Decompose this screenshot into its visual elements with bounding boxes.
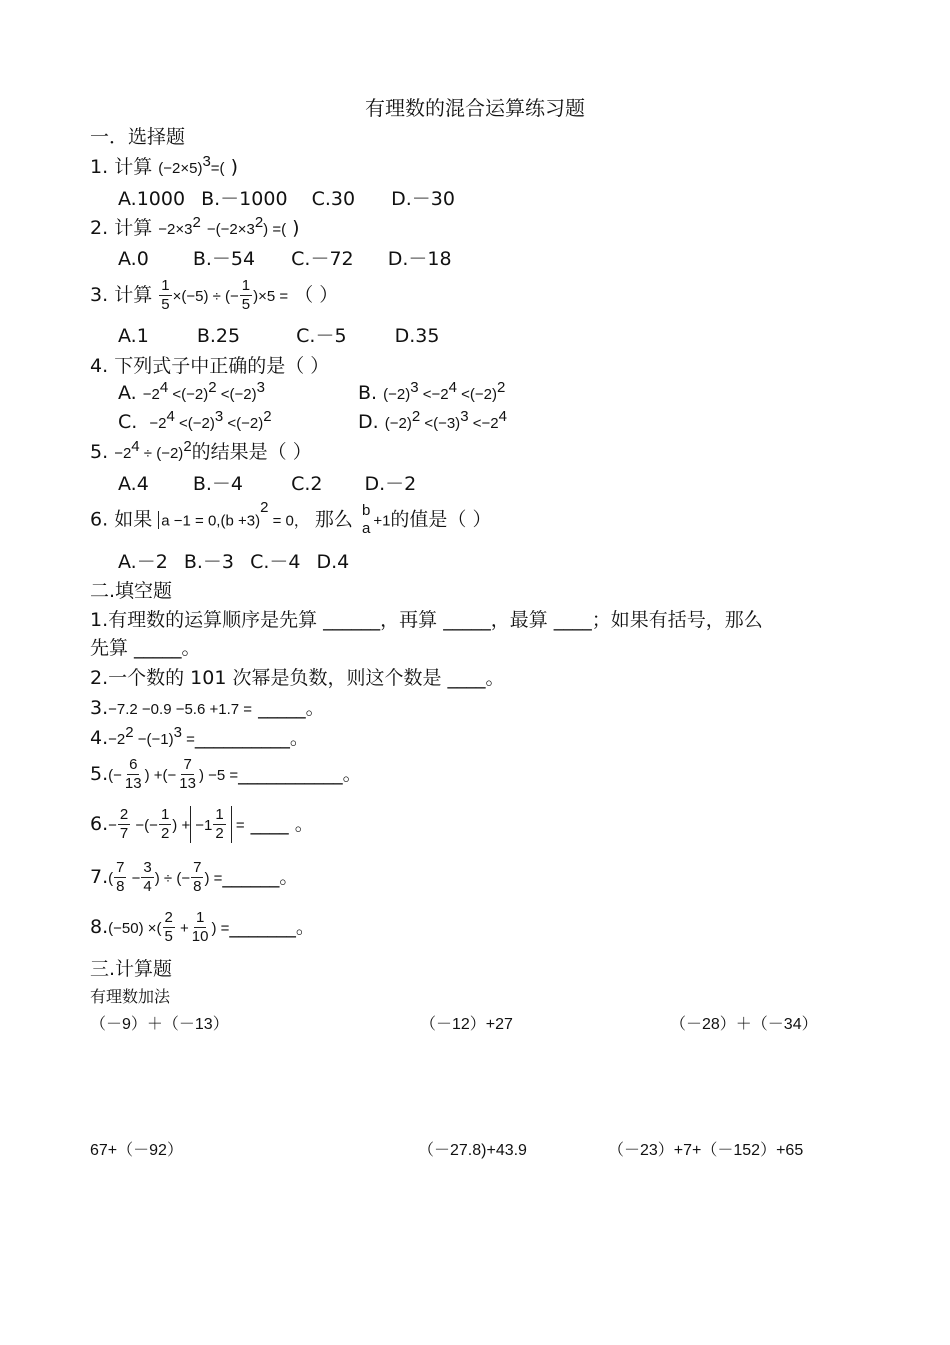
option[interactable]: C.－4 bbox=[250, 551, 301, 573]
fill-5: 5.(− $\frac{6}{13}$ ) +(− $\frac{7}{13}$ ) −5 =___________。 bbox=[90, 756, 362, 792]
answer-blank[interactable]: ______。 bbox=[222, 866, 299, 888]
answer-blank[interactable]: ___________。 bbox=[238, 763, 362, 785]
calc-item: （－23）+7+（－152）+65 bbox=[608, 1142, 804, 1159]
question-4-option-d[interactable]: D. $(-2)^2 <(-3)^3 <-2^4$ bbox=[358, 408, 507, 433]
calc-item: （－28）＋（－34） bbox=[670, 1016, 818, 1033]
fraction: $\frac{6}{13}$ bbox=[124, 756, 142, 792]
fraction: $\frac{7}{8}$ bbox=[116, 859, 125, 895]
section-choice-heading: 一．选择题 bbox=[90, 126, 186, 148]
fill-2: 2.一个数的 101 次幂是负数，则这个数是 ____。 bbox=[90, 667, 505, 689]
question-6: 6. 如果 $a -1 = 0,(b +3)^2 = 0$， 那么 b a +1的值是（ ） bbox=[90, 499, 492, 537]
fill-4: $4.-2^2 -(-1)^3$ =__________。 bbox=[90, 724, 309, 749]
question-5: 5. $-2^4 \div (-2)^2$的结果是（ ） bbox=[90, 438, 312, 463]
option[interactable]: B.－1000 bbox=[201, 188, 288, 210]
option[interactable]: C.－72 bbox=[291, 248, 354, 270]
answer-blank[interactable]: ____ 。 bbox=[244, 813, 314, 835]
option[interactable]: B.－54 bbox=[192, 248, 256, 270]
fill-1-line-2: 先算 _____。 bbox=[90, 637, 201, 659]
fill-8: 8.(−50) ×( $\frac{2}{5}$ + $\frac{1}{10}$ ) =_______。 bbox=[90, 909, 315, 945]
question-5-options bbox=[118, 473, 416, 496]
option[interactable]: D.－2 bbox=[364, 473, 417, 495]
option[interactable]: A.4 bbox=[118, 473, 149, 495]
fraction: $\frac{7}{8}$ bbox=[193, 859, 202, 895]
fraction: $\frac{3}{4}$ bbox=[143, 859, 152, 895]
fraction: $\frac{2}{5}$ bbox=[164, 909, 173, 945]
option[interactable]: A.－2 bbox=[118, 551, 168, 573]
option[interactable]: B.－3 bbox=[183, 551, 235, 573]
answer-blank[interactable]: _______。 bbox=[229, 916, 315, 938]
fraction: $\frac{7}{13}$ bbox=[179, 756, 196, 792]
fraction: b a bbox=[361, 502, 371, 537]
calc-item: （－9）＋（－13） bbox=[90, 1016, 229, 1033]
question-4-option-c[interactable]: C. $-2^4 <(-2)^3 <(-2)^2$ bbox=[118, 408, 272, 433]
option[interactable]: D.－18 bbox=[387, 248, 452, 270]
option[interactable]: D.4 bbox=[316, 551, 350, 573]
option[interactable]: B.25 bbox=[196, 325, 241, 347]
calc-item: （－12）+27 bbox=[420, 1016, 513, 1033]
question-1-options bbox=[118, 188, 455, 211]
question-4-option-b[interactable]: B. $(-2)^3 <-2^4 <(-2)^2$ bbox=[358, 379, 506, 404]
fraction: $\frac{1}{5}$ bbox=[161, 277, 170, 313]
option[interactable]: C.30 bbox=[311, 188, 356, 210]
option[interactable]: C.－5 bbox=[296, 325, 347, 347]
option[interactable]: D.35 bbox=[394, 325, 440, 347]
absolute-value: −1 $\frac{1}{2}$ bbox=[190, 806, 231, 843]
answer-blank[interactable]: __________。 bbox=[194, 727, 309, 749]
fill-7: 7.( $\frac{7}{8}$ − $\frac{3}{4}$ ) ÷ (− $\frac{7}{8}$ ) =______。 bbox=[90, 859, 299, 895]
option[interactable]: D.－30 bbox=[391, 188, 455, 210]
subsection-addition: 有理数加法 bbox=[90, 987, 171, 1006]
answer-blank[interactable]: _____。 bbox=[252, 697, 325, 719]
question-6-options bbox=[118, 551, 349, 574]
question-2-options bbox=[118, 248, 452, 271]
fraction: $\frac{2}{7}$ bbox=[119, 806, 129, 842]
question-4-option-a[interactable]: A. $-2^4 <(-2)^2 <(-2)^3$ bbox=[118, 379, 265, 404]
fraction: $\frac{1}{10}$ bbox=[191, 909, 209, 945]
question-3-options bbox=[118, 325, 439, 348]
option[interactable]: A.1000 bbox=[118, 188, 186, 210]
calc-item: 67+（－92） bbox=[90, 1142, 183, 1159]
calc-item: （－27.8)+43.9 bbox=[418, 1142, 527, 1159]
fill-1-line-1: 1.有理数的运算顺序是先算 ______，再算 _____，最算 ____；如果有括号，那么 bbox=[90, 609, 763, 631]
option[interactable]: A.1 bbox=[118, 325, 149, 347]
section-fill-heading: 二.填空题 bbox=[90, 580, 173, 602]
section-calc-heading: 三.计算题 bbox=[90, 958, 173, 980]
fill-3: 3.−7.2 −0.9 −5.6 +1.7 = _____。 bbox=[90, 697, 325, 719]
option[interactable]: B.－4 bbox=[192, 473, 244, 495]
question-3: 3. 计算 $\frac{1}{5}$ ×(−5) ÷ (− $\frac{1}{5}$ )×5 = （ ） bbox=[90, 277, 339, 313]
page-title: 有理数的混合运算练习题 bbox=[365, 96, 585, 120]
fraction: $\frac{1}{2}$ bbox=[160, 806, 170, 842]
question-1: 1. 计算 $(-2\times 5)^3=$( ) bbox=[90, 153, 239, 178]
option[interactable]: C.2 bbox=[291, 473, 323, 495]
question-4: 4. 下列式子中正确的是（ ） bbox=[90, 355, 330, 377]
fill-6: 6.− $\frac{2}{7}$ −(− $\frac{1}{2}$ ) + −1 $\frac{1}{2}$ = ____ 。 bbox=[90, 806, 314, 842]
fraction: $\frac{1}{5}$ bbox=[241, 277, 251, 313]
option[interactable]: A.0 bbox=[118, 248, 149, 270]
question-2: 2. 计算 $-2\times 3^2 -(-2\times 3^2)$ =( ) bbox=[90, 214, 300, 239]
